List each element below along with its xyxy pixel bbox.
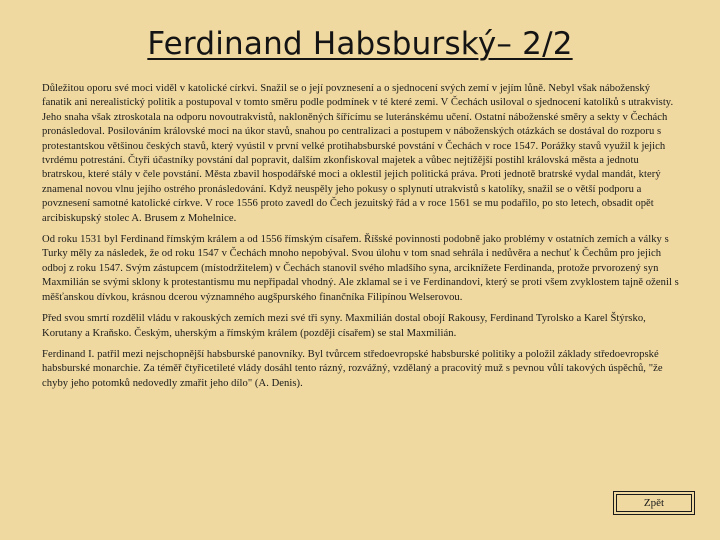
- paragraph-1: Důležitou oporu své moci viděl v katolické církvi. Snažil se o její povznesení a o sjednocení svých zemí v jejím lůně. Nebyl však náboženský fanatik ani nerealistický politik a postupoval v tomto směru podle podmínek v té které zemi. V Čechách usiloval o sjednocení katolíků s utrakvisty. Jeho snaha však ztroskotala na odporu novoutrakvistů, nakloněných šířícímu se luteránskému učení. Ostatní náboženské směry a sekty v Čechách pronásledoval. Posilováním královské moci na úkor stavů, snahou po centralizaci a postupem v náboženských otázkách se dostával do rozporu s protestantskou většinou českých stavů, který vyústil v první velké protihabsburské povstání v Čechách v roce 1547. Porážky stavů využil k jejich tvrdému potrestání. Čtyři účastníky povstání dal popravit, dalším zkonfiskoval majetek a vůbec nejtížější postihl královská města a jednotu bratrskou, které stály v čele povstání. Města zbavil hospodářské moci a oklestil jejich politická práva. Proti jednotě bratrské vydal mandát, který znamenal novou vlnu jejího ostrého pronásledování. Když neuspěly jeho pokusy o splynutí utrakvistů s katolíky, snažil se o větší podporu a povznesení samotné katolické církve. V roce 1556 proto zavedl do Čech jezuitský řád a v roce 1561 se mu podařilo, po sto letech, obsadit opět arcibiskupský stolec A. Brusem z Mohelnice.: [42, 83, 674, 224]
- paragraph-3: Před svou smrtí rozdělil vládu v rakouských zemích mezi své tři syny. Maxmilián dostal obojí Rakousy, Ferdinand Tyrolsko a Karel Štýrsko, Korutany a Kraňsko. Českým, uherským a římským králem (později císařem) se stal Maxmilián.: [42, 313, 646, 339]
- back-button-label: Zpět: [643, 497, 665, 509]
- slide-title-text: Ferdinand Habsburský– 2/2: [147, 26, 573, 62]
- back-button[interactable]: [613, 491, 695, 515]
- paragraph-4: Ferdinand I. patřil mezi nejschopnější habsburské panovníky. Byl tvůrcem středoevropské habsburské politiky a položil základy středoevropské habsburské monarchie. Za téměř čtyřicetileté vlády dosáhl tento rázný, rozvážný, vzdělaný a pracovitý muž s pevnou vůlí takových úspěchů, "že chyby jeho potomků nedovedly zmařit jeho dílo" (A. Denis).: [42, 348, 663, 389]
- slide-title: [0, 26, 720, 62]
- slide-body: [42, 82, 682, 398]
- back-button-frame: [616, 494, 692, 512]
- paragraph-2: Od roku 1531 byl Ferdinand římským králem a od 1556 římským císařem. Říšské povinnosti podobně jako problémy v ostatních zemích a války s Turky měly za následek, že od roku 1547 v Čechách mnoho nepobýval. Svou úlohu v tom snad sehrála i nedůvěra a nechuť k Čechům pro jejich odboj z roku 1547. Svým zástupcem (místodržitelem) v Čechách stanovil svého mladšího syna, arciknížete Ferdinanda, protože prvorozený syn Maxmilián se svými sklony k protestantismu mu nepřipadal vhodný. Ale zklamal se i ve Ferdinandovi, který se proti všem zvyklostem tajně oženil s měšťanskou dívkou, krásnou dcerou významného augšpurského finančníka Filipínou Welserovou.: [42, 234, 679, 303]
